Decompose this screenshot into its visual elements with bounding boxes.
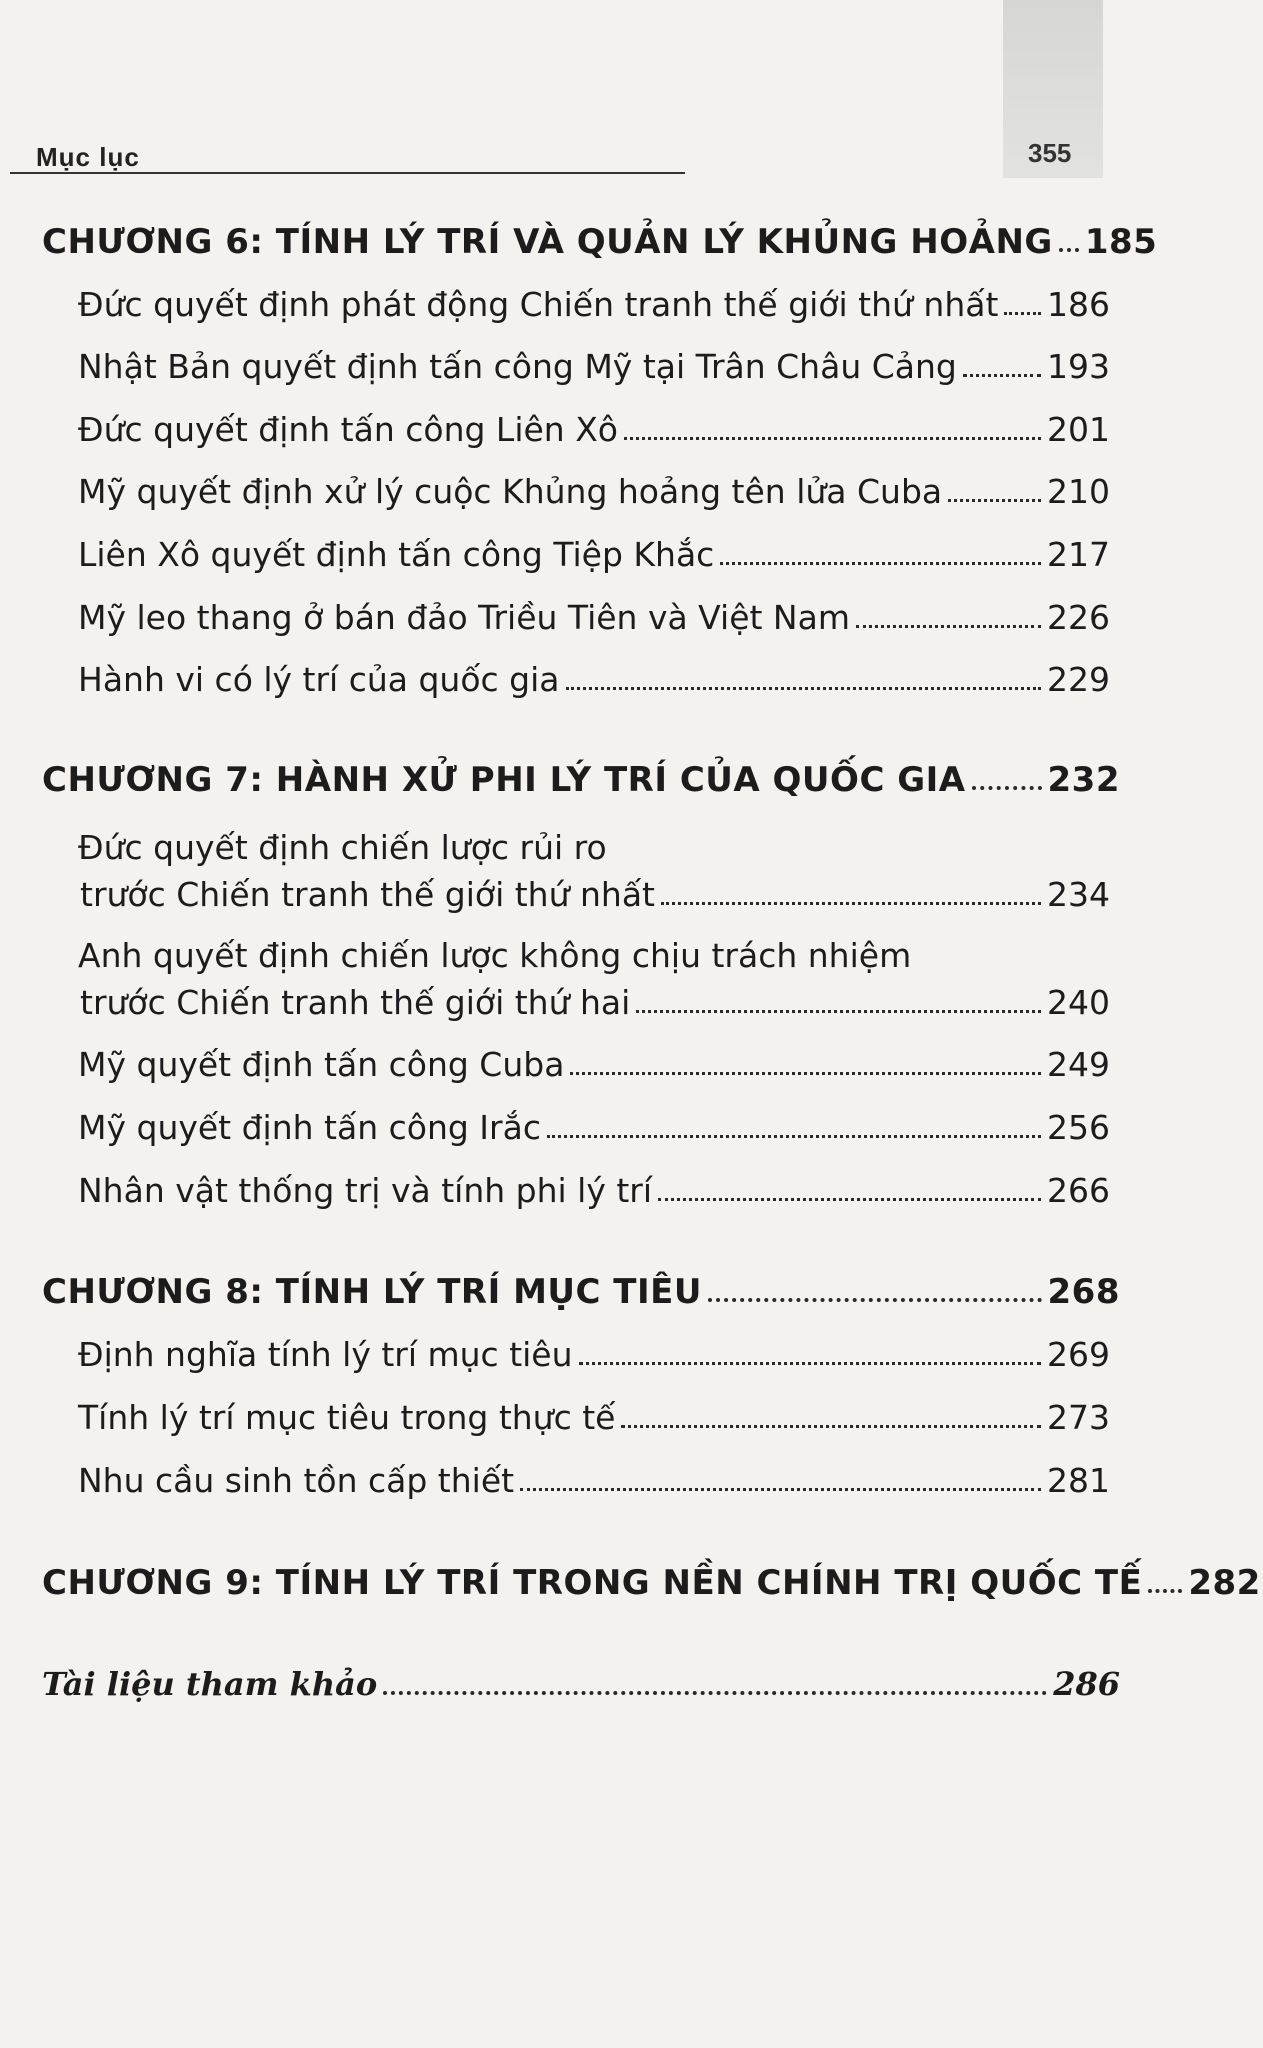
chapter-9-heading[interactable]	[42, 1563, 1261, 1603]
header-divider	[10, 172, 685, 174]
leader-dots	[948, 499, 1041, 502]
toc-entry[interactable]	[78, 598, 1110, 637]
entry-title: Mỹ quyết định xử lý cuộc Khủng hoảng tên lửa Cuba	[78, 472, 943, 511]
entry-page: 256	[1047, 1108, 1110, 1147]
leader-dots	[856, 625, 1041, 628]
entry-title: Nhân vật thống trị và tính phi lý trí	[78, 1171, 653, 1210]
toc-entry[interactable]	[78, 410, 1110, 449]
leader-dots	[661, 902, 1041, 905]
toc-entry[interactable]	[78, 535, 1110, 574]
entry-title: Đức quyết định tấn công Liên Xô	[78, 410, 618, 449]
entry-page: 240	[1047, 983, 1110, 1022]
entry-title: Mỹ quyết định tấn công Irắc	[78, 1108, 541, 1147]
toc-entry[interactable]	[78, 828, 1110, 914]
entry-title: trước Chiến tranh thế giới thứ hai	[80, 983, 631, 1022]
entry-page: 210	[1047, 472, 1110, 511]
entry-page: 249	[1047, 1045, 1110, 1084]
toc-entry[interactable]	[78, 1108, 1110, 1147]
leader-dots	[972, 786, 1042, 790]
entry-title: Mỹ leo thang ở bán đảo Triều Tiên và Việt Nam	[78, 598, 850, 637]
leader-dots	[963, 374, 1041, 377]
leader-dots	[383, 1691, 1047, 1695]
leader-dots	[636, 1010, 1041, 1013]
entry-page: 281	[1047, 1461, 1110, 1500]
toc-entry[interactable]	[78, 472, 1110, 511]
leader-dots	[720, 562, 1041, 565]
chapter-page: 268	[1047, 1272, 1120, 1312]
entry-title-line1: Đức quyết định chiến lược rủi ro	[78, 828, 607, 867]
chapter-title: CHƯƠNG 8: TÍNH LÝ TRÍ MỤC TIÊU	[42, 1272, 702, 1312]
references-page: 286	[1053, 1665, 1120, 1703]
entry-page: 201	[1047, 410, 1110, 449]
toc-entry[interactable]	[78, 936, 1110, 1022]
leader-dots	[1059, 248, 1079, 252]
entry-page: 234	[1047, 875, 1110, 914]
entry-title-line1: Anh quyết định chiến lược không chịu trách nhiệm	[78, 936, 912, 975]
chapter-title: CHƯƠNG 6: TÍNH LÝ TRÍ VÀ QUẢN LÝ KHỦNG HOẢNG	[42, 222, 1053, 262]
toc-entry[interactable]	[78, 1461, 1110, 1500]
page-number: 355	[1028, 138, 1072, 168]
leader-dots	[708, 1298, 1042, 1302]
entry-title: trước Chiến tranh thế giới thứ nhất	[80, 875, 655, 914]
chapter-page: 232	[1047, 760, 1120, 800]
leader-dots	[1004, 312, 1041, 315]
entry-page: 229	[1047, 660, 1110, 699]
entry-page: 186	[1047, 285, 1110, 324]
toc-entry[interactable]	[78, 1398, 1110, 1437]
references-entry[interactable]	[42, 1665, 1120, 1703]
chapter-6-heading[interactable]	[42, 222, 1158, 262]
leader-dots	[658, 1198, 1041, 1201]
toc-entry[interactable]	[78, 1045, 1110, 1084]
chapter-7-heading[interactable]	[42, 760, 1120, 800]
entry-page: 226	[1047, 598, 1110, 637]
toc-entry[interactable]	[78, 347, 1110, 386]
leader-dots	[547, 1135, 1041, 1138]
chapter-page: 282	[1188, 1563, 1261, 1603]
entry-title: Đức quyết định phát động Chiến tranh thế giới thứ nhất	[78, 285, 999, 324]
section-header: Mục lục	[36, 142, 140, 172]
chapter-page: 185	[1084, 222, 1158, 262]
chapter-8-heading[interactable]	[42, 1272, 1120, 1312]
leader-dots	[579, 1362, 1041, 1365]
entry-page: 193	[1047, 347, 1110, 386]
entry-title: Liên Xô quyết định tấn công Tiệp Khắc	[78, 535, 715, 574]
toc-entry[interactable]	[78, 285, 1110, 324]
entry-title: Tính lý trí mục tiêu trong thực tế	[78, 1398, 616, 1437]
leader-dots	[1148, 1589, 1182, 1593]
leader-dots	[621, 1425, 1041, 1428]
entry-page: 217	[1047, 535, 1110, 574]
entry-title: Định nghĩa tính lý trí mục tiêu	[78, 1335, 573, 1374]
toc-entry[interactable]	[78, 660, 1110, 699]
entry-title: Hành vi có lý trí của quốc gia	[78, 660, 560, 699]
leader-dots	[624, 437, 1041, 440]
entry-title: Nhu cầu sinh tồn cấp thiết	[78, 1461, 515, 1500]
entry-title: Nhật Bản quyết định tấn công Mỹ tại Trân Châu Cảng	[78, 347, 957, 386]
entry-page: 273	[1047, 1398, 1110, 1437]
entry-page: 269	[1047, 1335, 1110, 1374]
toc-entry[interactable]	[78, 1335, 1110, 1374]
chapter-title: CHƯƠNG 9: TÍNH LÝ TRÍ TRONG NỀN CHÍNH TRỊ QUỐC TẾ	[42, 1563, 1143, 1603]
toc-entry[interactable]	[78, 1171, 1110, 1210]
chapter-title: CHƯƠNG 7: HÀNH XỬ PHI LÝ TRÍ CỦA QUỐC GIA	[42, 760, 966, 800]
leader-dots	[570, 1072, 1041, 1075]
leader-dots	[566, 687, 1041, 690]
entry-title: Mỹ quyết định tấn công Cuba	[78, 1045, 565, 1084]
entry-page: 266	[1047, 1171, 1110, 1210]
leader-dots	[520, 1488, 1041, 1491]
references-title: Tài liệu tham khảo	[42, 1665, 378, 1703]
